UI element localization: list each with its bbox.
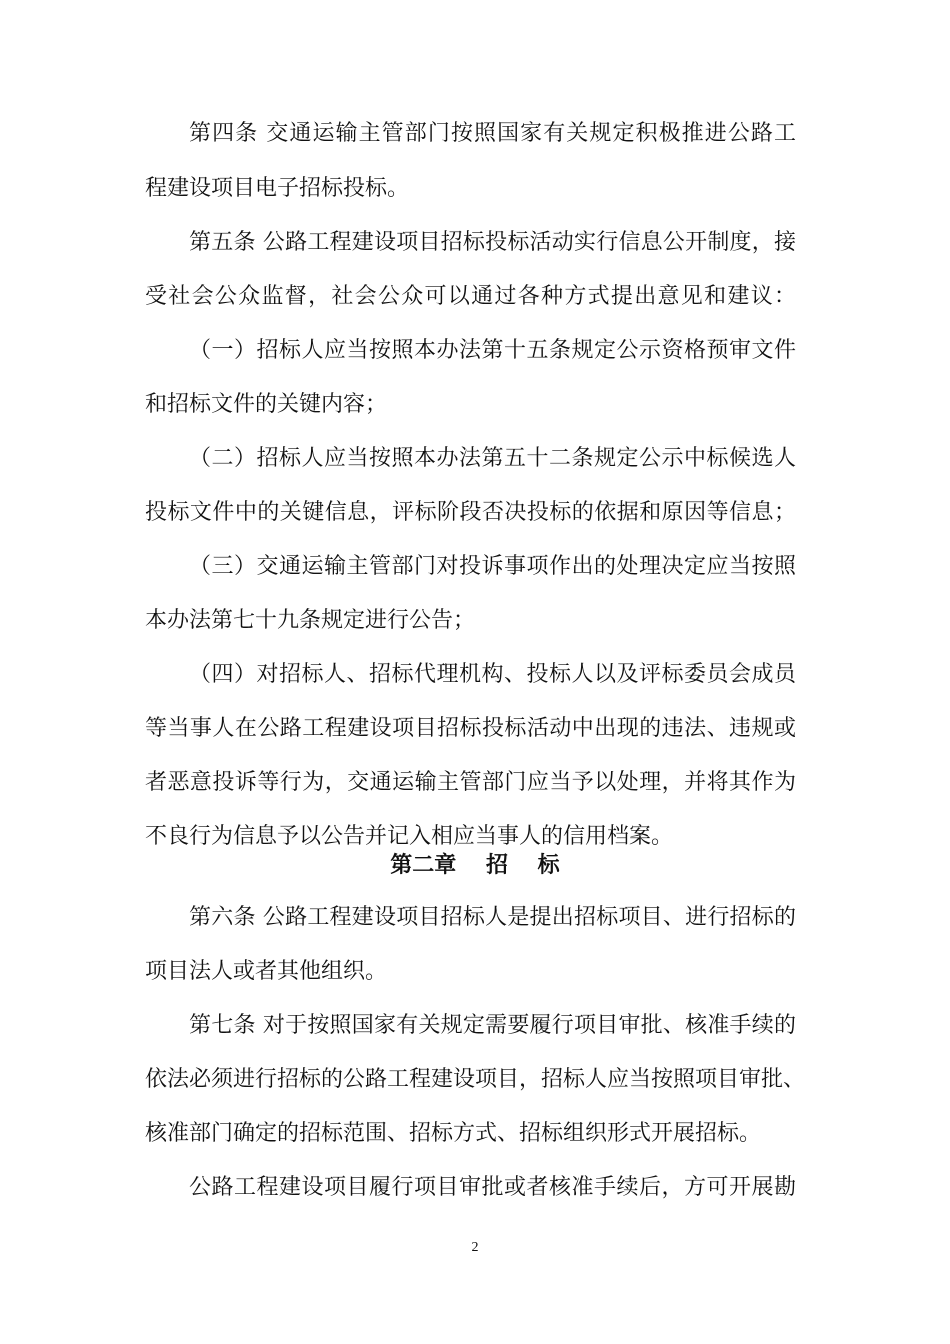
text-line: 程建设项目电子招标投标。: [145, 176, 410, 201]
text-line: 不良行为信息予以公告并记入相应当事人的信用档案。: [145, 824, 674, 849]
text-line: 核准部门确定的招标范围、招标方式、招标组织形式开展招标。: [145, 1121, 762, 1146]
chapter-title-char: 标: [537, 853, 560, 878]
text-line: 者恶意投诉等行为，交通运输主管部门应当予以处理，并将其作为: [145, 770, 796, 795]
text-line: （四）对招标人、招标代理机构、投标人以及评标委员会成员: [189, 662, 796, 687]
page-number: 2: [471, 1240, 479, 1255]
text-line: 第七条 对于按照国家有关规定需要履行项目审批、核准手续的: [189, 1013, 796, 1038]
chapter-heading: [0, 851, 950, 881]
text-line: 本办法第七十九条规定进行公告；: [145, 608, 476, 633]
chapter-number: 第二章: [390, 853, 457, 878]
text-line: 受社会公众监督，社会公众可以通过各种方式提出意见和建议：: [145, 284, 796, 309]
text-line: （二）招标人应当按照本办法第五十二条规定公示中标候选人: [189, 446, 796, 471]
text-line: （一）招标人应当按照本办法第十五条规定公示资格预审文件: [189, 338, 796, 363]
text-line: 项目法人或者其他组织。: [145, 959, 388, 984]
text-line: 公路工程建设项目履行项目审批或者核准手续后，方可开展勘: [189, 1175, 796, 1200]
text-line: 第四条 交通运输主管部门按照国家有关规定积极推进公路工: [189, 121, 796, 146]
text-line: 依法必须进行招标的公路工程建设项目，招标人应当按照项目审批、: [145, 1067, 806, 1092]
text-line: 第六条 公路工程建设项目招标人是提出招标项目、进行招标的: [189, 905, 796, 930]
text-line: （三）交通运输主管部门对投诉事项作出的处理决定应当按照: [189, 554, 796, 579]
text-line: 和招标文件的关键内容；: [145, 392, 388, 417]
text-line: 等当事人在公路工程建设项目招标投标活动中出现的违法、违规或: [145, 716, 796, 741]
text-line: 投标文件中的关键信息，评标阶段否决投标的依据和原因等信息；: [145, 500, 796, 525]
chapter-title-char: 招: [485, 853, 508, 878]
text-line: 第五条 公路工程建设项目招标投标活动实行信息公开制度，接: [189, 230, 796, 255]
